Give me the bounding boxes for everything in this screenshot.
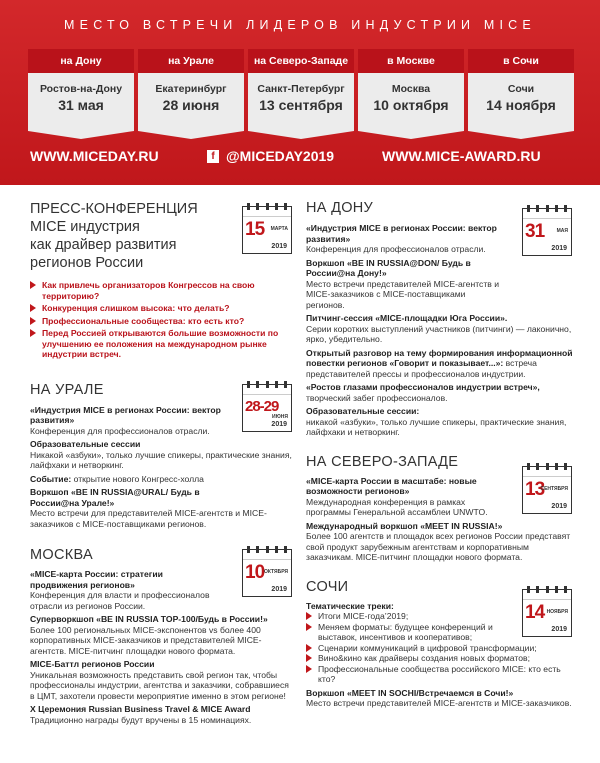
track-item [306, 611, 516, 622]
sochi-t2: Место встречи представителей MICE-агентств и MICE-заказчиков. [306, 698, 572, 708]
triangle-bullet-icon [306, 623, 312, 631]
nw-t1: Международная конференция в рамках программы Генеральной ассамблеи UNWTO. [306, 496, 488, 517]
event-card-northwest [248, 49, 354, 131]
don-b2: Воркшоп «BE IN RUSSIA@DON/ Будь в России@на Дону!» [306, 257, 471, 278]
calendar-year: 2019 [551, 502, 567, 510]
ural-t3: Место встречи для представителей MICE-агентств и MICE-заказчиков с MICE-поставщиками регионов. [30, 508, 267, 529]
calendar-year: 2019 [271, 420, 287, 428]
don-b5: «Ростов глазами профессионалов индустрии встреч», [306, 382, 540, 392]
track-item-text: Профессиональные сообщества российского MICE: кто есть кто? [318, 663, 561, 684]
moscow-t2: Более 100 региональных MICE-экспонентов vs более 400 корпоративных MICE-заказчиков и представителей MICE-агентств. MICE-питчинг площадки нового формата. [30, 624, 262, 656]
press-title-4: регионов России [30, 255, 144, 271]
ural-t1: Конференция для профессионалов отрасли. [30, 425, 210, 436]
section-title: НА УРАЛЕ [30, 381, 104, 398]
card-date: 28 июня [162, 97, 220, 113]
moscow-section [30, 547, 292, 725]
triangle-bullet-icon [30, 329, 36, 337]
calendar-icon [522, 466, 572, 514]
don-b4: Открытый разговор на тему формирования информационной повестки регионов «Говорит и показывает...»: [306, 347, 573, 368]
triangle-bullet-icon [306, 644, 312, 652]
card-notch [28, 131, 134, 139]
card-region: на Дону [28, 49, 134, 73]
card-notch [468, 131, 574, 139]
card-region: в Сочи [468, 49, 574, 73]
ural-event [30, 474, 292, 485]
sochi-section [306, 579, 576, 709]
card-date: 31 мая [58, 97, 104, 113]
triangle-bullet-icon [306, 654, 312, 662]
don-t4: встреча представителей прессы и профессионалов индустрии. [306, 358, 537, 379]
don-b3: Питчинг-сессия «MICE-площадки Юга России». [306, 313, 508, 323]
ural-event-label: Событие: [30, 473, 72, 484]
ural-b3: Воркшоп «BE IN RUSSIA@URAL/ Будь в России@на Урале!» [30, 487, 200, 508]
press-item-text: Перед Россией открываются большие возможности по улучшению ее положения на международном рынке индустрии встреч. [42, 328, 279, 359]
press-title-2: MICE индустрия [30, 219, 140, 235]
calendar-icon [522, 589, 572, 637]
calendar-top [523, 209, 571, 219]
calendar-top [243, 385, 291, 395]
card-city: Сочи [507, 83, 535, 95]
ural-event-text: открытие нового Конгресс-холла [71, 473, 204, 484]
track-item [306, 653, 576, 664]
calendar-year: 2019 [551, 245, 567, 252]
ural-b2: Образовательные сессии [30, 439, 141, 449]
link-mice-award[interactable]: WWW.MICE-AWARD.RU [382, 148, 541, 164]
moscow-b3: MICE-Баттл регионов России [30, 659, 155, 669]
don-b6: Образовательные сессии: [306, 406, 420, 416]
event-cards [28, 49, 574, 131]
ural-section [30, 382, 292, 530]
press-item [30, 316, 292, 327]
triangle-bullet-icon [306, 612, 312, 620]
track-item-text: Меняем форматы: будущее конференций и выставок, инсентивов и кооперативов; [318, 621, 493, 642]
press-item-text: Профессиональные сообщества: кто есть кто? [42, 315, 245, 326]
header-banner [0, 0, 600, 185]
don-t6: никакой «азбуки», только лучшие спикеры, практические знания, лайфхаки и нетворкинг. [306, 416, 567, 437]
moscow-t4: Традиционно награды будут вручены в 15 номинациях. [30, 714, 252, 725]
event-card-ural [138, 49, 244, 131]
calendar-month: СЕНТЯБРЯ [540, 485, 568, 492]
track-item [306, 622, 516, 643]
card-city: Екатеринбург [155, 83, 227, 95]
calendar-day: 10 [245, 562, 265, 583]
card-date: 10 октября [373, 97, 449, 113]
link-social[interactable] [207, 148, 334, 164]
calendar-month: ОКТЯБРЯ [263, 569, 288, 575]
card-region: в Москве [358, 49, 464, 73]
track-item [306, 643, 576, 654]
calendar-year: 2019 [551, 625, 567, 633]
calendar-top [523, 467, 571, 477]
calendar-top [243, 550, 291, 560]
right-column [306, 200, 576, 709]
calendar-month: НОЯБРЯ [546, 608, 568, 615]
don-t2: Место встречи представителей MICE-агентств и MICE-заказчиков с MICE-поставщиками регионов. [306, 278, 500, 310]
card-city: Ростов-на-Дону [39, 83, 123, 95]
tagline: МЕСТО ВСТРЕЧИ ЛИДЕРОВ ИНДУСТРИИ MICE [64, 18, 536, 32]
calendar-day: 14 [525, 601, 545, 623]
don-section [306, 200, 576, 438]
nw-b1: «MICE-карта России в масштабе: новые возможности регионов» [306, 475, 477, 496]
ural-t2: Никакой «азбуки», только лучшие спикеры, практические знания, лайфхаки и нетворкинг. [30, 449, 292, 470]
ural-b1: «Индустрия MICE в регионах России: вектор развития» [30, 404, 221, 425]
nw-t2: Более 100 агентств и площадок всех регионов России представят свой продукт зарубежным агентствам и корпоративным заказчикам. MICE-питчинг площадки нового формата. [306, 531, 571, 562]
card-date: 14 ноября [486, 97, 556, 113]
calendar-year: 2019 [271, 586, 287, 593]
section-title: НА ДОНУ [306, 200, 374, 216]
left-column [30, 200, 292, 725]
calendar-year: 2019 [271, 243, 287, 250]
calendar-month: ИЮНЯ [272, 413, 288, 420]
card-region: на Северо-Западе [248, 49, 354, 73]
don-t3: Серии коротких выступлений участников (питчинги) — лаконично, ярко, убедительно. [306, 323, 572, 344]
event-card-don [28, 49, 134, 131]
sochi-b2: Воркшоп «MEET IN SOCHI/Встречаемся в Сочи!» [306, 687, 514, 698]
northwest-section [306, 454, 576, 563]
press-item-text: Конкуренция слишком высока: что делать? [42, 303, 230, 313]
calendar-month: МАЯ [556, 228, 568, 234]
calendar-icon [242, 549, 292, 597]
press-section [30, 200, 292, 360]
calendar-day: 28-29 [245, 397, 279, 415]
calendar-top [523, 590, 571, 600]
card-notch [138, 131, 244, 139]
facebook-icon: f [207, 150, 219, 163]
press-title-3: как драйвер развития [30, 237, 177, 253]
don-t5: творческий забег профессионалов. [306, 392, 448, 403]
nw-b2: Международный воркшоп «MEET IN RUSSIA!» [306, 520, 503, 531]
press-item [30, 328, 292, 360]
sochi-b1: Тематические треки: [306, 600, 394, 611]
card-city: Санкт-Петербург [257, 83, 345, 95]
calendar-day: 13 [525, 478, 545, 500]
calendar-icon [242, 206, 292, 254]
event-card-moscow [358, 49, 464, 131]
press-item [30, 303, 292, 314]
social-handle: @MICEDAY2019 [226, 148, 335, 164]
section-title: СОЧИ [306, 578, 349, 595]
card-region: на Урале [138, 49, 244, 73]
event-card-sochi [468, 49, 574, 131]
calendar-top [243, 207, 291, 217]
calendar-icon [242, 384, 292, 432]
calendar-day: 15 [245, 219, 265, 240]
card-notch [248, 131, 354, 139]
press-item [30, 280, 292, 301]
moscow-b2: Суперворкшоп «BE IN RUSSIA TOP-100/Будь в России!» [30, 614, 268, 624]
press-item-text: Как привлечь организаторов Конгрессов на свою территорию? [42, 280, 255, 301]
calendar-icon [522, 208, 572, 256]
triangle-bullet-icon [306, 665, 312, 673]
triangle-bullet-icon [30, 317, 36, 325]
moscow-t1: Конференция для власти и профессионалов отрасли из регионов России. [30, 590, 210, 611]
moscow-b1: «MICE-карта России: стратегии продвижения регионов» [30, 569, 163, 590]
don-t1: Конференция для профессионалов отрасли. [306, 244, 486, 254]
track-item-text: Вино&кино как драйверы создания новых форматов; [318, 653, 530, 663]
card-date: 13 сентября [259, 97, 343, 113]
don-open-talk [306, 348, 576, 380]
track-item-text: Сценарии коммуникаций в цифровой трансформации; [318, 642, 537, 653]
track-item [306, 664, 576, 685]
calendar-day: 31 [525, 221, 545, 242]
triangle-bullet-icon [30, 304, 36, 312]
calendar-month: МАРТА [270, 226, 288, 232]
section-title: НА СЕВЕРО-ЗАПАДЕ [306, 453, 459, 470]
moscow-b4: X Церемония Russian Business Travel & MICE Award [30, 704, 251, 714]
triangle-bullet-icon [30, 281, 36, 289]
card-notch [358, 131, 464, 139]
link-miceday[interactable]: WWW.MICEDAY.RU [30, 148, 159, 164]
card-city: Москва [391, 83, 431, 95]
sochi-tracks [306, 611, 516, 643]
track-item-text: Итоги MICE-года’2019; [318, 611, 409, 621]
moscow-t3: Уникальная возможность представить свой регион так, чтобы профессионалы индустрии, агентства и заказчики, собравшиеся в ЦМТ, захотели провести мероприятие именно в этом регионе! [30, 669, 289, 701]
don-b1: «Индустрия MICE в регионах России: вектор развития» [306, 223, 497, 244]
press-title-1: ПРЕСС-КОНФЕРЕНЦИЯ [30, 201, 198, 217]
section-title: МОСКВА [30, 547, 93, 563]
